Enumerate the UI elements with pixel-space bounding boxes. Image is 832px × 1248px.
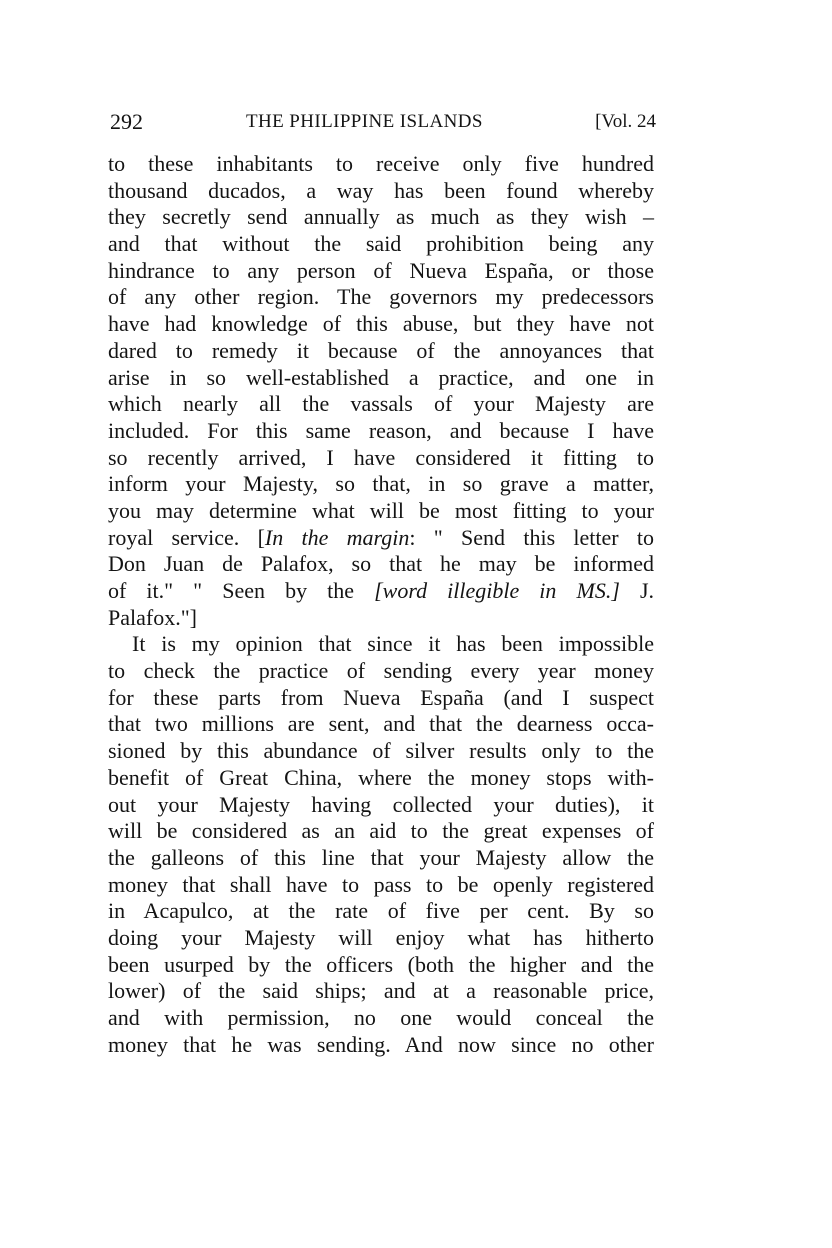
text-line-margin-note bbox=[108, 525, 654, 552]
text-line: in Acapulco, at the rate of five per cent. By so bbox=[108, 898, 654, 924]
text-line: sioned by this abundance of silver results only to the bbox=[108, 738, 654, 764]
text-line: and that without the said prohibition being any bbox=[108, 231, 654, 257]
paragraph-first-line: It is my opinion that since it has been impossible bbox=[132, 631, 654, 657]
text-line: which nearly all the vassals of your Majesty are bbox=[108, 391, 654, 417]
text-line: will be considered as an aid to the great expenses of bbox=[108, 818, 654, 844]
text-line: to check the practice of sending every year money bbox=[108, 658, 654, 684]
text-line: dared to remedy it because of the annoyances that bbox=[108, 337, 654, 363]
word-illegible-note: [word illegible in MS.] bbox=[374, 578, 620, 603]
text-line: included. For this same reason, and because I have bbox=[108, 417, 654, 443]
body-text bbox=[108, 151, 654, 1058]
text-line: the galleons of this line that your Majesty allow the bbox=[108, 844, 654, 870]
text-line: money that shall have to pass to be openly registered bbox=[108, 871, 654, 897]
text-line: been usurped by the officers (both the higher and the bbox=[108, 951, 654, 977]
text-line: for these parts from Nueva España (and I suspect bbox=[108, 684, 654, 710]
text-line: of any other region. The governors my predecessors bbox=[108, 284, 654, 310]
text-line: have had knowledge of this abuse, but they have not bbox=[108, 311, 654, 337]
page-number: 292 bbox=[110, 109, 143, 134]
seen-text: " Seen by the bbox=[173, 578, 375, 603]
running-title: THE PHILIPPINE ISLANDS bbox=[246, 111, 483, 132]
text-line: benefit of Great China, where the money stops with- bbox=[108, 764, 654, 790]
margin-label: In the margin bbox=[264, 524, 410, 550]
text-line: they secretly send annually as much as they wish – bbox=[108, 204, 654, 230]
initial: J. bbox=[619, 578, 655, 603]
text-line: that two millions are sent, and that the dearness occa- bbox=[108, 711, 654, 737]
text-line: to these inhabitants to receive only five hundred bbox=[108, 151, 654, 176]
running-head bbox=[110, 107, 656, 137]
text-line: hindrance to any person of Nueva España, or those bbox=[108, 257, 654, 283]
text-line: Don Juan de Palafox, so that he may be informed bbox=[108, 551, 654, 577]
text-line: inform your Majesty, so that, in so grave a matter, bbox=[108, 471, 654, 497]
bracket: [ bbox=[257, 524, 265, 550]
text-line-seen bbox=[108, 578, 654, 605]
text-line: you may determine what will be most fitting to your bbox=[108, 497, 654, 523]
text-line: arise in so well-established a practice, and one in bbox=[108, 364, 654, 390]
text-line: thousand ducados, a way has been found whereby bbox=[108, 177, 654, 203]
text-line: doing your Majesty will enjoy what has hitherto bbox=[108, 924, 654, 950]
text-line: out your Majesty having collected your duties), it bbox=[108, 791, 654, 817]
volume-label: [Vol. 24 bbox=[595, 111, 656, 132]
text-line: Palafox."] bbox=[108, 604, 198, 630]
margin-quote: : " Send this letter to bbox=[409, 524, 654, 550]
text-segment: royal service. bbox=[108, 524, 240, 550]
text-line: so recently arrived, I have considered it fitting to bbox=[108, 444, 654, 470]
text-line: lower) of the said ships; and at a reasonable price, bbox=[108, 978, 654, 1004]
text-line: money that he was sending. And now since no other bbox=[108, 1031, 654, 1057]
text-segment: of it." bbox=[108, 578, 174, 603]
text-line: and with permission, no one would conceal the bbox=[108, 1005, 654, 1030]
